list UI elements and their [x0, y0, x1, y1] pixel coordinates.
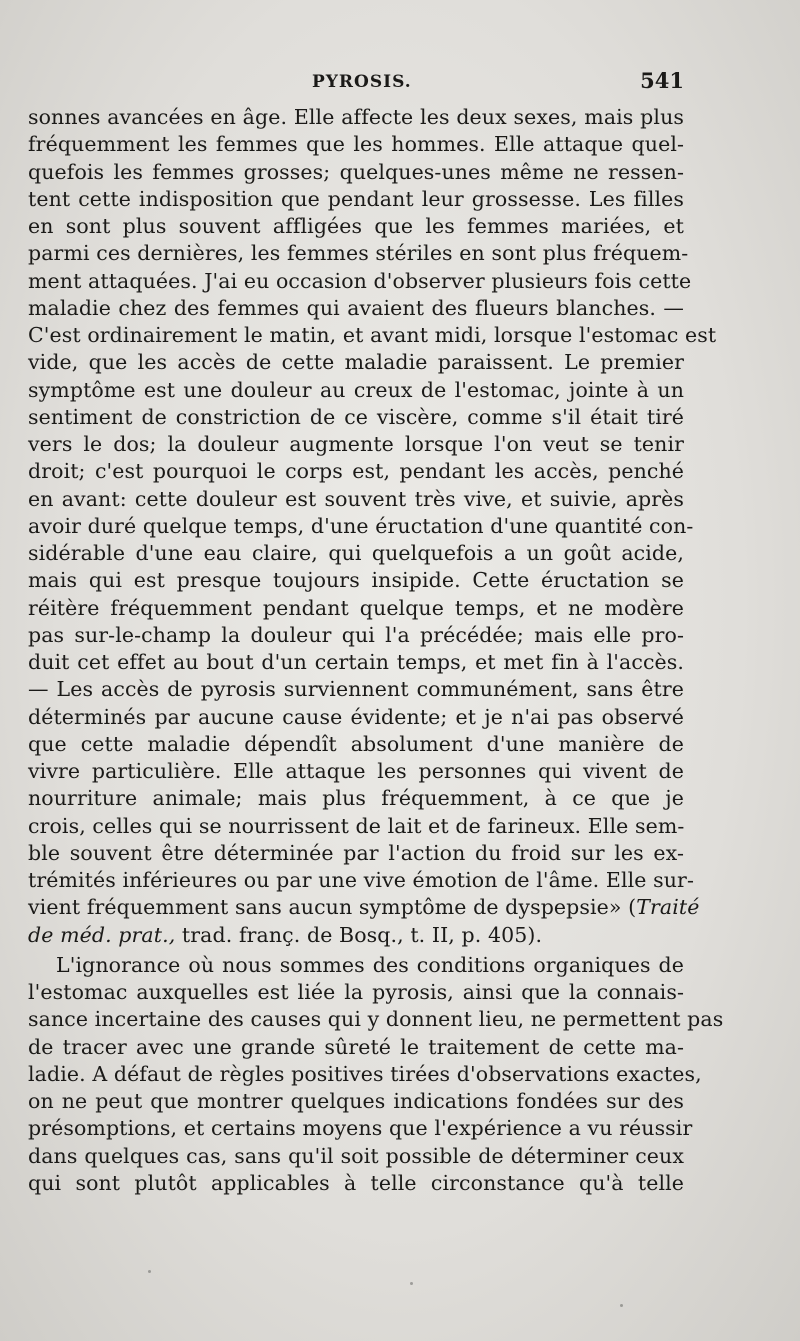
paper-speck: [620, 1304, 623, 1307]
text-line: quefois les femmes grosses; quelques-unes même ne ressen-: [28, 159, 684, 184]
text-line: ment attaquées. J'ai eu occasion d'observer plusieurs fois cette: [28, 268, 692, 293]
text-line: en avant: cette douleur est souvent très vive, et suivie, après: [28, 486, 684, 511]
text-line: présomptions, et certains moyens que l'expérience a vu réussir: [28, 1116, 693, 1141]
paper-speck: [148, 1270, 151, 1273]
text-line-with-citation: [28, 894, 700, 921]
text-line: C'est ordinairement le matin, et avant midi, lorsque l'estomac est: [28, 323, 717, 347]
text-line: pas sur-le-champ la douleur qui l'a précédée; mais elle pro-: [28, 622, 684, 647]
text-line: l'estomac auxquelles est liée la pyrosis, ainsi que la connais-: [28, 980, 684, 1004]
citation-title-start: de méd. prat.,: [28, 922, 176, 947]
text-line: ble souvent être déterminée par l'action du froid sur les ex-: [28, 840, 684, 865]
text-line: crois, celles qui se nourrissent de lait et de farineux. Elle sem-: [28, 813, 685, 838]
paper-speck: [410, 1282, 413, 1285]
text-line: vers le dos; la douleur augmente lorsque l'on veut se tenir: [28, 432, 684, 456]
text-line: dans quelques cas, sans qu'il soit possible de déterminer ceux: [28, 1143, 684, 1168]
text-line: sentiment de constriction de ce viscère, comme s'il était tiré: [28, 404, 684, 429]
text-line: sance incertaine des causes qui y donnent lieu, ne permettent pas: [28, 1007, 724, 1032]
citation-rest: trad. franç. de Bosq., t. II, p. 405).: [175, 922, 543, 947]
text-line: duit cet effet au bout d'un certain temps, et met fin à l'accès.: [28, 650, 684, 674]
text-line: vide, que les accès de cette maladie paraissent. Le premier: [28, 350, 684, 375]
text-line: sidérable d'une eau claire, qui quelquefois a un goût acide,: [28, 541, 684, 565]
text-line: nourriture animale; mais plus fréquemment, à ce que je: [28, 786, 684, 811]
text-line: trémités inférieures ou par une vive émotion de l'âme. Elle sur-: [28, 868, 694, 892]
running-title: PYROSIS.: [312, 72, 412, 92]
text-line: on ne peut que montrer quelques indications fondées sur des: [28, 1089, 684, 1113]
text-line: de tracer avec une grande sûreté le traitement de cette ma-: [28, 1034, 684, 1059]
page-header: [28, 64, 684, 104]
text-line: fréquemment les femmes que les hommes. Elle attaque quel-: [28, 132, 684, 157]
text-line: déterminés par aucune cause évidente; et je n'ai pas observé: [28, 704, 684, 729]
text-line: mais qui est presque toujours insipide. Cette éructation se: [28, 568, 684, 593]
text-line: tent cette indisposition que pendant leur grossesse. Les filles: [28, 186, 684, 211]
text-line: parmi ces dernières, les femmes stériles en sont plus fréquem-: [28, 241, 689, 266]
paragraph-first-line: L'ignorance où nous sommes des conditions organiques de: [56, 952, 684, 977]
text-line: droit; c'est pourquoi le corps est, pendant les accès, penché: [28, 459, 684, 484]
text-line: — Les accès de pyrosis surviennent communément, sans être: [28, 677, 684, 702]
text-line: qui sont plutôt applicables à telle circonstance qu'à telle: [28, 1170, 684, 1195]
text-line: ladie. A défaut de règles positives tirées d'observations exactes,: [28, 1061, 702, 1086]
text-line: que cette maladie dépendît absolument d'une manière de: [28, 731, 684, 756]
body-text: [28, 104, 724, 1197]
text-line: sonnes avancées en âge. Elle affecte les deux sexes, mais plus: [28, 105, 684, 129]
text-line: en sont plus souvent affligées que les femmes mariées, et: [28, 214, 684, 238]
text-line: maladie chez des femmes qui avaient des flueurs blanches. —: [28, 295, 684, 320]
citation-line: [28, 922, 684, 949]
citation-title-end: Traité: [636, 895, 700, 920]
page-number: 541: [640, 68, 684, 93]
text-line: avoir duré quelque temps, d'une éructation d'une quantité con-: [28, 513, 694, 538]
text-line: vivre particulière. Elle attaque les personnes qui vivent de: [28, 759, 684, 783]
citation-lead: vient fréquemment sans aucun symptôme de dyspepsie» (: [28, 895, 637, 920]
text-line: symptôme est une douleur au creux de l'estomac, jointe à un: [28, 377, 684, 402]
text-line: réitère fréquemment pendant quelque temps, et ne modère: [28, 595, 684, 620]
